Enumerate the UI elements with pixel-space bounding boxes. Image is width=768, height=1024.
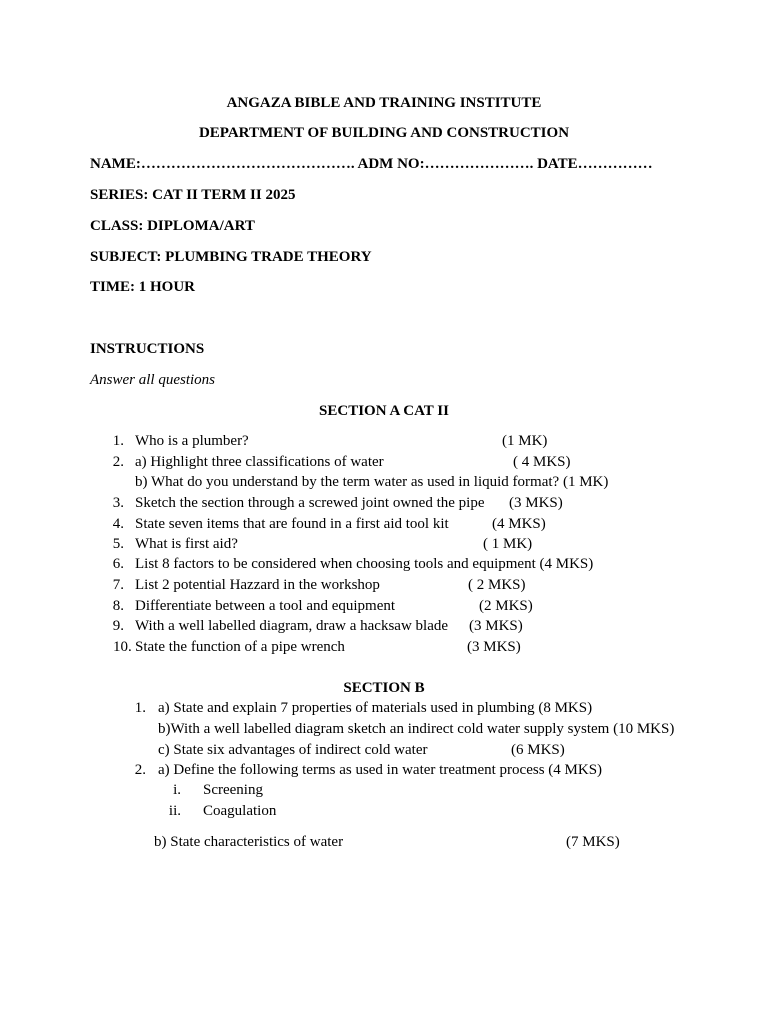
question-text: Who is a plumber? (135, 433, 249, 449)
institute-title: ANGAZA BIBLE AND TRAINING INSTITUTE (226, 95, 542, 111)
subject-line: SUBJECT: PLUMBING TRADE THEORY (90, 249, 372, 265)
question-text: a) State and explain 7 properties of materials used in plumbing (8 MKS) (158, 700, 593, 716)
question-number: 6. (112, 556, 124, 572)
question-marks: (7 MKS) (566, 834, 620, 850)
question-text: State the function of a pipe wrench (135, 639, 345, 655)
term-text: Screening (203, 782, 263, 798)
question-text: Sketch the section through a screwed joint owned the pipe (135, 495, 485, 511)
question-marks: (3 MKS) (467, 639, 521, 655)
name-adm-date-line: NAME:……………………………………. ADM NO:…………………. DATE…………… (90, 156, 653, 172)
question-marks: (3 MKS) (469, 618, 523, 634)
question-text: What is first aid? (135, 536, 238, 552)
department-title: DEPARTMENT OF BUILDING AND CONSTRUCTION (198, 125, 570, 141)
term-number: ii. (168, 803, 181, 819)
question-text: Differentiate between a tool and equipment (135, 598, 396, 614)
class-line: CLASS: DIPLOMA/ART (90, 218, 255, 234)
question-text: State seven items that are found in a first aid tool kit (135, 516, 449, 532)
question-marks: ( 4 MKS) (513, 454, 571, 470)
question-number: 9. (112, 618, 124, 634)
section-b-title: SECTION B (343, 680, 425, 696)
question-text: a) Highlight three classifications of water (135, 454, 384, 470)
time-line: TIME: 1 HOUR (90, 279, 195, 295)
term-number: i. (173, 782, 181, 798)
question-number: 4. (112, 516, 124, 532)
question-text: List 8 factors to be considered when choosing tools and equipment (4 MKS) (135, 556, 594, 572)
question-text: b) State characteristics of water (154, 834, 344, 850)
question-marks: ( 1 MK) (483, 536, 533, 552)
question-text: b) What do you understand by the term water as used in liquid format? (1 MK) (135, 474, 609, 490)
question-text: c) State six advantages of indirect cold water (158, 742, 428, 758)
question-text: With a well labelled diagram, draw a hacksaw blade (135, 618, 449, 634)
instructions-text: Answer all questions (90, 372, 216, 388)
question-marks: (6 MKS) (511, 742, 565, 758)
question-marks: (3 MKS) (509, 495, 563, 511)
question-number: 1. (134, 700, 146, 716)
question-text: List 2 potential Hazzard in the workshop (135, 577, 380, 593)
question-marks: (4 MKS) (492, 516, 546, 532)
question-number: 8. (112, 598, 124, 614)
question-number: 2. (112, 454, 124, 470)
question-number: 2. (134, 762, 146, 778)
instructions-heading: INSTRUCTIONS (90, 341, 205, 357)
question-number: 1. (112, 433, 124, 449)
series-line: SERIES: CAT II TERM II 2025 (90, 187, 296, 203)
question-text: a) Define the following terms as used in water treatment process (4 MKS) (158, 762, 603, 778)
term-text: Coagulation (203, 803, 277, 819)
question-number: 10. (113, 639, 132, 655)
question-number: 3. (112, 495, 124, 511)
question-marks: (1 MK) (502, 433, 548, 449)
question-number: 7. (112, 577, 124, 593)
section-a-title: SECTION A CAT II (319, 403, 449, 419)
question-number: 5. (112, 536, 124, 552)
question-marks: (2 MKS) (479, 598, 533, 614)
question-marks: ( 2 MKS) (468, 577, 526, 593)
question-text: b)With a well labelled diagram sketch an indirect cold water supply system (10 MKS) (158, 721, 675, 737)
